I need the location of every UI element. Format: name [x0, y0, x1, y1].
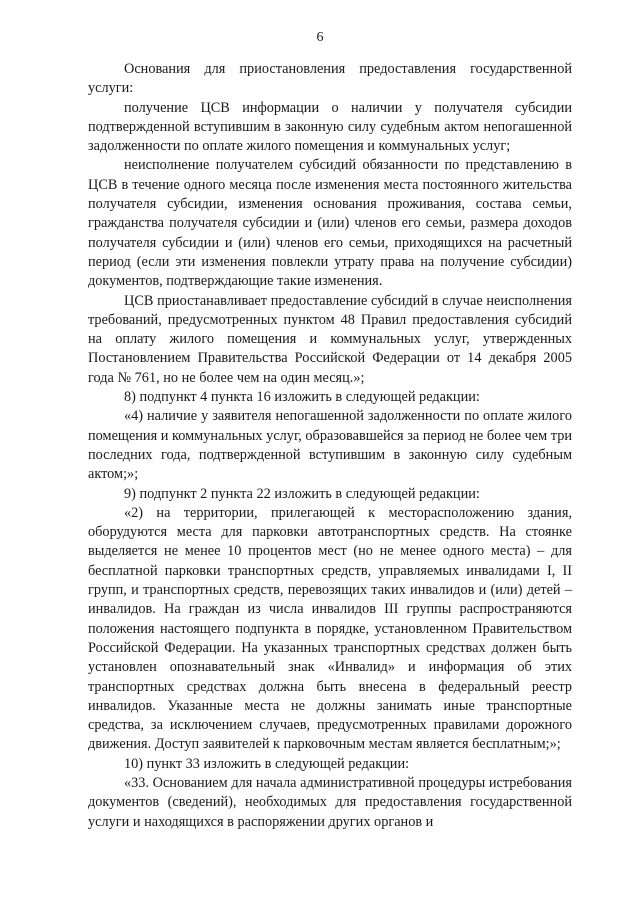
paragraph-item-10-text: «33. Основанием для начала административной процедуры истребования документов (сведений), необходимых для предоставления государственной услуги и находящихся в распоряжении других органов и: [88, 774, 572, 830]
page-number: 6: [316, 30, 324, 45]
paragraph-csv-suspends: ЦСВ приостанавливает предоставление субсидий в случае неисполнения требований, предусмотренных пунктом 48 Правил предоставления субсидий на оплату жилого помещения и коммунальных услуг, утвержденных Постановлением Правительства Российской Федерации от 14 декабря 2005 года № 761, но не более чем на один месяц.»;: [88, 292, 572, 386]
paragraph-item-9-text: «2) на территории, прилегающей к месторасположению здания, оборудуются места для парковки автотранспортных средств. На стоянке выделяется не менее 10 процентов мест (но не менее одного места) – для бесплатной парковки транспортных средств, управляемых инвалидами I, II групп, и транспортных средств, перевозящих таких инвалидов и (или) детей – инвалидов. На граждан из числа инвалидов III группы распространяются положения настоящего подпункта в порядке, установленном Правительством Российской Федерации. На указанных транспортных средствах должен быть установлен опознавательный знак «Инвалид» и информация об этих транспортных средствах должна быть внесена в федеральный реестр инвалидов. Указанные места не должны занимать иные транспортные средства, за исключением случаев, предусмотренных правилами дорожного движения. Доступ заявителей к парковочным местам является бесплатным;»;: [88, 504, 572, 753]
paragraph-non-fulfillment: неисполнение получателем субсидий обязанности по представлению в ЦСВ в течение одного месяца после изменения места постоянного жительства получателя субсидии, изменения основания проживания, состава семьи, гражданства получателя субсидии и (или) членов его семьи, размера доходов получателя субсидии и (или) членов его семьи, приходящихся на расчетный период (если эти изменения повлекли утрату права на получение субсидии) документов, подтверждающие такие изменения.: [88, 157, 572, 290]
paragraph-item-8-text: «4) наличие у заявителя непогашенной задолженности по оплате жилого помещения и коммунальных услуг, образовавшейся за период не более чем три последних года, подтвержденной вступившим в законную силу судебным актом;»;: [88, 408, 572, 483]
paragraph-debt-info: получение ЦСВ информации о наличии у получателя субсидии подтвержденной вступившим в законную силу судебным актом непогашенной задолженности по оплате жилого помещения и коммунальных услуг;: [88, 99, 572, 155]
paragraph-item-8: 8) подпункт 4 пункта 16 изложить в следующей редакции:: [124, 389, 480, 406]
document-body: [88, 60, 572, 832]
paragraph-suspension-grounds: Основания для приостановления предоставления государственной услуги:: [88, 61, 572, 97]
paragraph-item-10: 10) пункт 33 изложить в следующей редакции:: [124, 755, 410, 772]
paragraph-item-9: 9) подпункт 2 пункта 22 изложить в следующей редакции:: [124, 485, 480, 502]
